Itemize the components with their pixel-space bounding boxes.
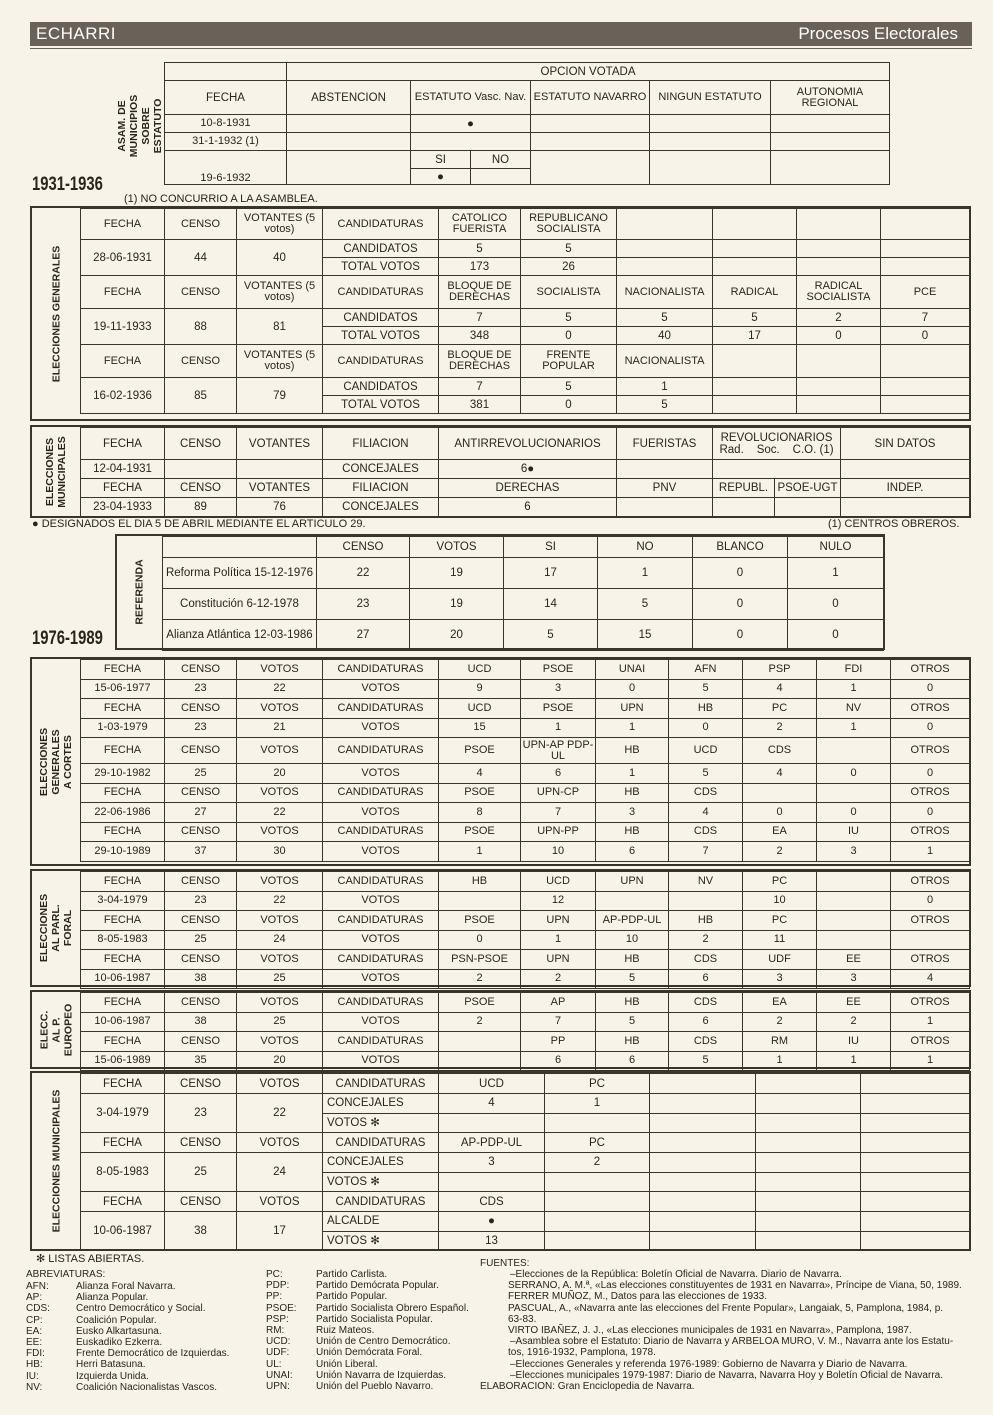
abbr-item: EE: Euskadiko Ezkerra. [26, 1337, 163, 1349]
abbr-item: HB: Herri Batasuna. [26, 1359, 146, 1371]
referenda-label: REFERENDA [133, 559, 146, 625]
table-row: FECHA CENSO VOTOS CANDIDATURAS AP-PDP-UL PC [81, 1133, 970, 1153]
fuente-line: SERRANO, A. M.ª, «Las elecciones constituyentes de 1931 en Navarra», Príncipe de Viana, 50, 1989. [508, 1280, 962, 1292]
em1931-note: ● DESIGNADOS EL DIA 5 DE ABRIL MEDIANTE EL ARTICULO 29. [32, 518, 366, 530]
table-row: 16-02-1936 85 79 CANDIDATOS 7 5 1 [81, 378, 970, 396]
table-row: 1-03-1979 23 21 VOTOS 15 1 1 0 2 1 0 [81, 718, 970, 738]
table-row: 22-06-1986 27 22 VOTOS 8 7 3 4 0 0 0 [81, 803, 970, 823]
table-row: Reforma Política 15-12-1976 22 19 17 1 0 1 [163, 558, 884, 589]
fuente-line: –Elecciones de la República: Boletín Oficial de Navarra. Diario de Navarra. [510, 1269, 842, 1280]
eg1931-table [80, 208, 970, 414]
abbr-item: UL: Unión Liberal. [266, 1358, 378, 1370]
euro-label: ELECC. AL P. EUROPEO [38, 1003, 74, 1056]
abbr-item: UCD: Unión de Centro Democrático. [266, 1336, 451, 1348]
abbr-item: CP: Coalición Popular. [26, 1314, 157, 1326]
mun-table [80, 1073, 970, 1251]
fuente-line: VIRTO IBAÑEZ, J. J., «Las elecciones municipales de 1931 en Navarra», Pamplona, 1987. [508, 1325, 912, 1337]
asamblea-table: OPCION VOTADA FECHA ABSTENCION ESTATUTO Vasc. Nav. ESTATUTO NAVARRO NINGUN ESTATUTO AUTONOMIA REGIONAL 10-8-1931 ● 31-1-1932 (1) 19-6-1932 SI NO ● [164, 62, 890, 185]
table-row: FECHA CENSO VOTOS CANDIDATURAS PSOE AP HB CDS EA EE OTROS [81, 993, 970, 1013]
abbr-item: UPN: Unión del Pueblo Navarro. [266, 1381, 434, 1393]
abbr-item: PSOE: Partido Socialista Obrero Español. [266, 1302, 469, 1314]
em1931-note-co: (1) CENTROS OBREROS. [828, 518, 960, 530]
abbr-item: PDP: Partido Demócrata Popular. [266, 1280, 439, 1292]
table-row: FECHA CENSO VOTOS CANDIDATURAS PSOE UPN-CP HB CDS OTROS [81, 783, 970, 803]
header-rule [30, 48, 972, 49]
table-row: 3-04-1979 23 22 VOTOS 12 10 0 [81, 891, 970, 911]
period-1976: 1976-1989 [32, 628, 103, 649]
abreviaturas-list-2 [266, 1269, 476, 1392]
table-row: FECHA CENSO VOTOS CANDIDATURAS CDS [81, 1192, 970, 1212]
asamblea-label: ASAM. DE MUNICIPIOS SOBRE ESTATUTO [116, 94, 165, 158]
header-town: ECHARRI [36, 24, 117, 43]
asamblea-note: (1) NO CONCURRIO A LA ASAMBLEA. [124, 193, 318, 205]
em1931-table: FECHA CENSO VOTANTES FILIACION ANTIRREVOLUCIONARIOS FUERISTAS REVOLUCIONARIOS Rad. Soc. C.O. (1) SIN DATOS 12-04-1931 CONCEJALES 6● FECHA CENSO VOTANTES FILIACION DERECHAS PNV REPUBL. PSOE-UGT INDEP. 23-04-1933 89 76 CONCEJALES 6 [80, 427, 970, 517]
table-row: TOTAL VOTOS 173 26 [81, 258, 970, 276]
listas-note: ✻ LISTAS ABIERTAS. [36, 1253, 145, 1265]
page-header [30, 22, 972, 46]
table-row: 28-06-1931 44 40 CANDIDATOS 5 5 [81, 240, 970, 258]
period-1931: 1931-1936 [32, 174, 103, 195]
table-row: 15-06-1977 23 22 VOTOS 9 3 0 5 4 1 0 [81, 679, 970, 699]
table-row: TOTAL VOTOS 348 0 40 17 0 0 [81, 327, 970, 345]
table-row: FECHA CENSO VOTOS CANDIDATURAS PSOE UPN AP-PDP-UL HB PC OTROS [81, 911, 970, 931]
abreviaturas-title: ABREVIATURAS: [26, 1269, 106, 1280]
table-row: 8-05-1983 25 24 VOTOS 0 1 10 2 11 [81, 930, 970, 950]
em1931-label: ELECCIONES MUNICIPALES [44, 435, 69, 508]
abbr-item: AFN: Alianza Foral Navarra. [26, 1281, 176, 1292]
table-row: FECHA CENSO VOTOS CANDIDATURAS PSOE UPN-AP PDP-UL HB UCD CDS OTROS [81, 738, 970, 764]
parl-label: ELECCIONES AL PARL. FORAL [38, 893, 75, 963]
abbr-item: AP: Alianza Popular. [26, 1292, 149, 1304]
eg1931-label: ELECCIONES GENERALES [50, 245, 62, 382]
table-row: Constitución 6-12-1978 23 19 14 5 0 0 [163, 589, 884, 620]
table-row: 10-06-1987 38 25 VOTOS 2 2 5 6 3 3 4 [81, 969, 970, 989]
euro-table [80, 992, 970, 1071]
table-row: VOTOS ✻ 13 [81, 1231, 970, 1251]
table-row: FECHA CENSO VOTOS CANDIDATURAS UCD PC [81, 1074, 970, 1094]
table-row: FECHA CENSO VOTOS CANDIDATURAS UCD PSOE UNAI AFN PSP FDI OTROS [81, 660, 970, 680]
vote-dot: ● [411, 115, 531, 133]
table-row: 29-10-1989 37 30 VOTOS 1 10 6 7 2 3 1 [81, 842, 970, 862]
abbr-item: EA: Eusko Alkartasuna. [26, 1325, 162, 1337]
table-row: 15-06-1989 35 20 VOTOS 6 6 5 1 1 1 [81, 1051, 970, 1071]
fuente-line: –Elecciones municipales 1979-1987: Diario de Navarra, Navarra Hoy y Boletín Oficial de Navarra. [510, 1369, 943, 1381]
table-row: VOTOS ✻ [81, 1113, 970, 1133]
referenda-table [162, 536, 884, 651]
header-section: Procesos Electorales [798, 24, 958, 43]
fuente-line: tos, 1916-1932, Pamplona, 1978. [508, 1347, 656, 1359]
abbr-item: UNAI: Unión Navarra de Izquierdas. [266, 1369, 447, 1381]
abreviaturas-list-1 [26, 1281, 256, 1393]
abbr-item: FDI: Frente Democrático de Izquierdas. [26, 1348, 230, 1360]
fuente-line: FERRER MUÑOZ, M., Datos para las elecciones de 1933. [508, 1291, 767, 1303]
fuentes-list [480, 1269, 970, 1392]
table-row: FECHA CENSO VOTANTES (5 votos) CANDIDATURAS CATOLICO FUERISTA REPUBLICANO SOCIALISTA [81, 209, 970, 240]
abbr-item: PP: Partido Popular. [266, 1291, 388, 1303]
table-row: FECHA CENSO VOTOS CANDIDATURAS UCD PSOE UPN HB PC NV OTROS [81, 699, 970, 719]
abbr-item: IU: Izquierda Unida. [26, 1370, 149, 1382]
table-row: 3-04-1979 23 22 CONCEJALES 4 1 [81, 1094, 970, 1114]
abbr-item: NV: Coalición Nacionalistas Vascos. [26, 1381, 217, 1393]
fuente-line: –Elecciones Generales y referenda 1976-1989: Gobierno de Navarra y Diario de Navarra. [510, 1358, 908, 1370]
fuente-line: –Asamblea sobre el Estatuto: Diario de Navarra y ARBELOA MURO, V. M., Navarra ante los Estatu- [510, 1336, 954, 1348]
table-row: FECHA CENSO VOTANTES (5 votos) CANDIDATURAS BLOQUE DE DERECHAS FRENTE POPULAR NACIONALISTA [81, 345, 970, 378]
opcion-votada: OPCION VOTADA [287, 63, 890, 81]
table-row: FECHA CENSO VOTOS CANDIDATURAS PP HB CDS RM IU OTROS [81, 1032, 970, 1052]
table-row: 29-10-1982 25 20 VOTOS 4 6 1 5 4 0 0 [81, 764, 970, 784]
table-row: 10-06-1987 38 25 VOTOS 2 7 5 6 2 2 1 [81, 1012, 970, 1032]
table-row: FECHA CENSO VOTOS CANDIDATURAS PSN-PSOE UPN HB CDS UDF EE OTROS [81, 950, 970, 970]
table-row: 10-06-1987 38 17 ALCALDE ● [81, 1212, 970, 1232]
fuente-line: 63-83. [508, 1313, 537, 1325]
table-row: 8-05-1983 25 24 CONCEJALES 3 2 [81, 1153, 970, 1173]
parl-table [80, 871, 970, 989]
fuentes-title: FUENTES: [480, 1258, 530, 1269]
table-row: Alianza Atlántica 12-03-1986 27 20 5 15 0 0 [163, 620, 884, 651]
eg1977-table [80, 659, 970, 862]
abbr-item: PC: Partido Carlista. [266, 1269, 388, 1280]
mun-label: ELECCIONES MUNICIPALES [50, 1089, 63, 1233]
table-row: CENSO VOTOS SI NO BLANCO NULO [163, 537, 884, 558]
fuente-line: ELABORACION: Gran Enciclopedia de Navarra. [480, 1381, 695, 1393]
table-row: FECHA CENSO VOTOS CANDIDATURAS PSOE UPN-PP HB CDS EA IU OTROS [81, 822, 970, 842]
abbr-item: RM: Ruiz Mateos. [266, 1325, 375, 1337]
abbr-item: PSP: Partido Socialista Popular. [266, 1313, 433, 1325]
abbr-item: CDS: Centro Democrático y Social. [26, 1303, 206, 1315]
table-row: 19-11-1933 88 81 CANDIDATOS 7 5 5 5 2 7 [81, 309, 970, 327]
table-row: VOTOS ✻ [81, 1172, 970, 1192]
abbr-item: UDF: Unión Demócrata Foral. [266, 1347, 423, 1359]
table-row: FECHA CENSO VOTOS CANDIDATURAS HB UCD UPN NV PC OTROS [81, 872, 970, 892]
table-row: TOTAL VOTOS 381 0 5 [81, 396, 970, 414]
fuente-line: PASCUAL, A., «Navarra ante las elecciones del Frente Popular», Langaiak, 5, Pamplona, 1984, p. [508, 1302, 944, 1314]
eg1977-label: ELECCIONES GENERALES A CORTES [38, 727, 75, 796]
table-row: FECHA CENSO VOTANTES (5 votos) CANDIDATURAS BLOQUE DE DERECHAS SOCIALISTA NACIONALISTA RADICAL RADICAL SOCIALISTA PCE [81, 276, 970, 309]
vote-dot: ● [411, 169, 471, 185]
